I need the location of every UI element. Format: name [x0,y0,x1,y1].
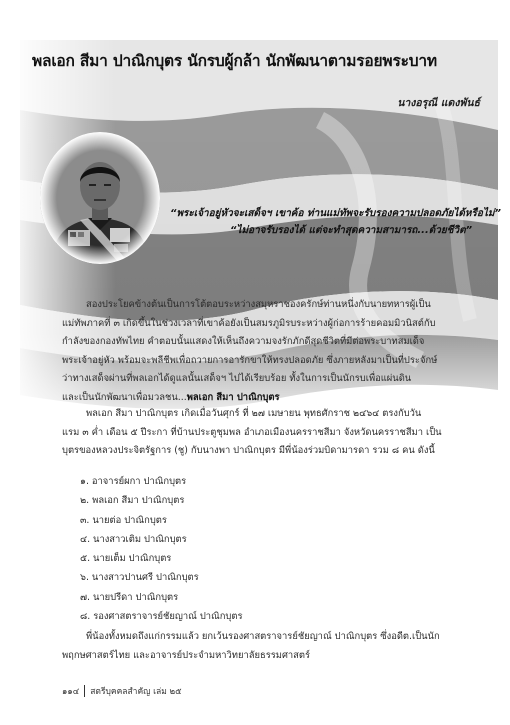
general-portrait-photo [40,132,160,264]
list-item: ๓. นายต่อ ปาณิกบุตร [80,514,167,526]
footer-divider [84,685,85,697]
paragraph-line: พลเอก สีมา ปาณิกบุตร เกิดเมื่อวันศุกร์ ที่ ๒๗ เมษายน พุทธศักราช ๒๔๖๔ ตรงกับวัน [86,408,422,419]
quote-answer: “ไม่อาจรับรองได้ แต่จะทำสุดความสามารถ...ด้วยชีวิต” [230,225,473,236]
paragraph-line: พี่น้องทั้งหมดถึงแก่กรรมแล้ว ยกเว้นรองศาสตราจารย์ชัยญาณ์ ปาณิกบุตร ซึ่งอดีต.เป็นนัก [86,631,440,642]
article-author: นางอรุณี แดงพันธ์ [397,97,480,109]
paragraph-line: บุตรของหลวงประจิตรัฐการ (ชู) กับนางพา ปาณิกบุตร มีพี่น้องร่วมบิดามารดา รวม ๘ คน ดังนี้ [62,445,435,456]
paragraph-line: ว่าทางเสด็จผ่านที่พลเอกได้ดูแลนั้นเสด็จฯ ไปได้เรียบร้อย ทั้งในการเป็นนักรบเพื่อแผ่นดิน [62,373,412,384]
paragraph-line: พฤกษศาสตร์ไทย และอาจารย์ประจำมหาวิทยาลัยธรรมศาสตร์ [62,649,311,661]
paragraph-birth [62,405,477,461]
siblings-list [80,472,243,626]
subject-name-bold: พลเอก สีมา ปาณิกบุตร [186,391,280,403]
paragraph-line: กำลังของกองทัพไทย คำตอบนั้นแสดงให้เห็นถึงความจงรักภักดีสุดชีวิตที่มีต่อพระบาทสมเด็จ [62,336,425,347]
paragraph-text: และเป็นนักพัฒนาเพื่อมวลชน... [62,391,187,403]
list-item: ๑. อาจารย์ผกา ปาณิกบุตร [80,476,187,487]
article-title: พลเอก สีมา ปาณิกบุตร นักรบผู้กล้า นักพัฒนาตามรอยพระบาท [32,52,437,70]
page-footer [62,684,182,698]
paragraph-intro [62,296,477,407]
paragraph-siblings-note [62,628,477,665]
paragraph-line: พระเจ้าอยู่หัว พร้อมจะพลีชีพเพื่อถวายการอารักขาให้ทรงปลอดภัย ซึ่งภายหลังมาเป็นที่ประจักษ์ [62,354,438,366]
list-item: ๒. พลเอก สีมา ปาณิกบุตร [80,495,185,507]
quote-question: “พระเจ้าอยู่หัวจะเสด็จฯ เขาค้อ ท่านแม่ทัพจะรับรองความปลอดภัยได้หรือไม่” [170,208,501,219]
paragraph-line: แรม ๓ ค่ำ เดือน ๕ ปีระกา ที่บ้านประตูชุมพล อำเภอเมืองนครราชสีมา จังหวัดนครราชสีมา เป็น [62,426,442,438]
page-number: ๑๑๔ [62,687,80,697]
list-item: ๕. นายเต็ม ปาณิกบุตร [80,553,172,565]
book-title: สตรีบุคคลสำคัญ เล่ม ๒๕ [90,687,182,697]
list-item: ๗. นายปรีดา ปาณิกบุตร [80,591,179,603]
list-item: ๔. นางสาวเติม ปาณิกบุตร [80,533,187,545]
list-item: ๖. นางสาวปานศรี ปาณิกบุตร [80,572,199,584]
paragraph-line: แม่ทัพภาคที่ ๓ เกิดขึ้นในช่วงเวลาที่เขาค้อยังเป็นสมรภูมิรบระหว่างผู้ก่อการร้ายคอมมิวนิสต์กับ [62,317,436,329]
paragraph-line: สองประโยคข้างต้นเป็นการโต้ตอบระหว่างสมุหราชองครักษ์ท่านหนึ่งกับนายทหารผู้เป็น [86,299,431,310]
list-item: ๘. รองศาสตราจารย์ชัยญาณ์ ปาณิกบุตร [80,611,243,623]
